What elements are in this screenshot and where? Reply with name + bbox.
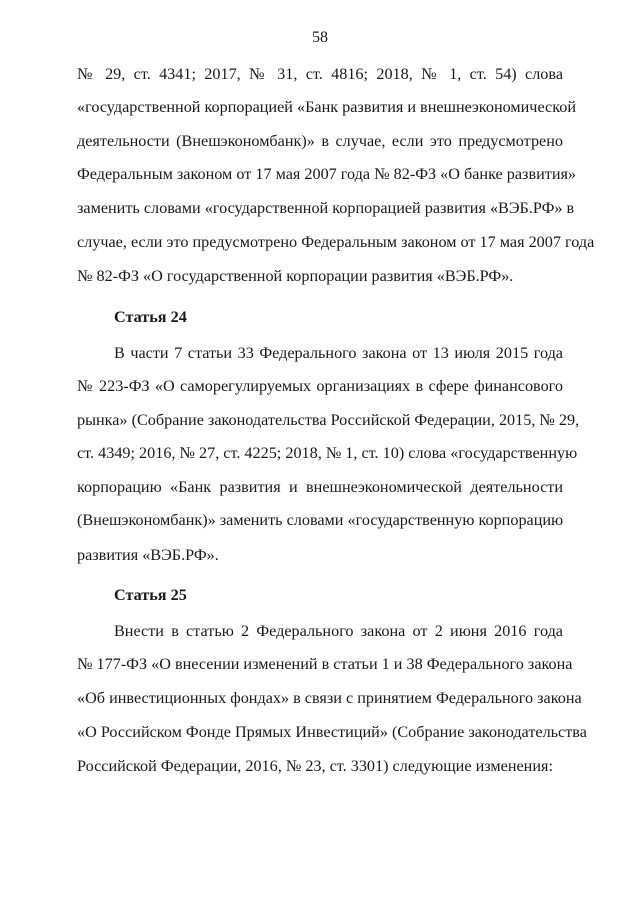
- paragraph-line: деятельности (Внешэкономбанк)» в случае, если это предусмотрено: [77, 132, 563, 150]
- paragraph-line: В части 7 статьи 33 Федерального закона от 13 июля 2015 года: [114, 344, 563, 362]
- paragraph-line: рынка» (Собрание законодательства Российской Федерации, 2015, № 29,: [77, 411, 580, 429]
- paragraph-line: ст. 4349; 2016, № 27, ст. 4225; 2018, № 1, ст. 10) слова «государственную: [77, 444, 578, 462]
- paragraph-line: «О Российском Фонде Прямых Инвестиций» (Собрание законодательства: [77, 723, 587, 741]
- paragraph-line: № 29, ст. 4341; 2017, № 31, ст. 4816; 2018, № 1, ст. 54) слова: [77, 65, 563, 83]
- paragraph-line: № 177-ФЗ «О внесении изменений в статьи 1 и 38 Федерального закона: [77, 655, 573, 673]
- paragraph-line: развития «ВЭБ.РФ».: [77, 546, 219, 564]
- paragraph-line: № 223-ФЗ «О саморегулируемых организациях в сфере финансового: [77, 377, 563, 395]
- paragraph-line: корпорацию «Банк развития и внешнеэкономической деятельности: [77, 478, 563, 496]
- paragraph-line: Российской Федерации, 2016, № 23, ст. 3301) следующие изменения:: [77, 757, 553, 775]
- paragraph-line: «государственной корпорацией «Банк развития и внешнеэкономической: [77, 98, 577, 116]
- paragraph-line: случае, если это предусмотрено Федеральным законом от 17 мая 2007 года: [77, 233, 595, 251]
- paragraph-line: Внести в статью 2 Федерального закона от 2 июня 2016 года: [114, 622, 563, 640]
- page-number: 58: [312, 29, 328, 46]
- paragraph-line: № 82-ФЗ «О государственной корпорации развития «ВЭБ.РФ».: [77, 267, 514, 285]
- paragraph-line: Федеральным законом от 17 мая 2007 года № 82-ФЗ «О банке развития»: [77, 165, 577, 183]
- paragraph-line: заменить словами «государственной корпорацией развития «ВЭБ.РФ» в: [77, 199, 575, 217]
- article-24-heading: Статья 24: [114, 308, 187, 326]
- paragraph-line: «Об инвестиционных фондах» в связи с принятием Федерального закона: [77, 689, 582, 707]
- paragraph-line: (Внешэкономбанк)» заменить словами «государственную корпорацию: [77, 511, 564, 529]
- article-25-heading: Статья 25: [114, 586, 187, 604]
